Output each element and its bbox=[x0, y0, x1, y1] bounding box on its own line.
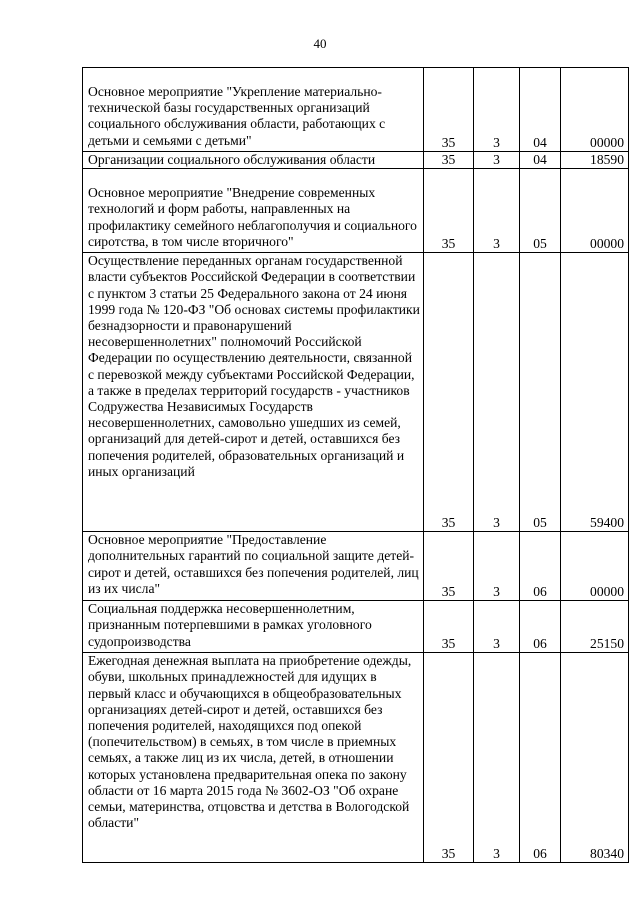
table-row bbox=[83, 532, 629, 601]
row-description: Социальная поддержка несовершеннолетним, признанным потерпевшими в рамках уголовного судопроизводства bbox=[83, 601, 424, 653]
row-description: Основное мероприятие "Предоставление дополнительных гарантий по социальной защите детей-сирот и детей, оставшихся без попечения родителей, лиц из их числа" bbox=[83, 532, 424, 601]
table-row bbox=[83, 653, 629, 863]
event-code: 06 bbox=[520, 532, 561, 601]
direction-code: 00000 bbox=[561, 532, 629, 601]
event-code: 05 bbox=[520, 253, 561, 532]
row-description: Ежегодная денежная выплата на приобретение одежды, обуви, школьных принадлежностей для идущих в первый класс и обучающихся в общеобразовательных организациях детей-сирот и детей, оставшихся без попечения родителей, находящихся под опекой (попечительством) в семьях, в том числе в приемных семьях, а также лиц из их числа, детей, в отношении которых установлена предварительная опека по закону области от 16 марта 2015 года № 3602-ОЗ "Об охране семьи, материнства, отцовства и детства в Вологодской области" bbox=[83, 653, 424, 863]
direction-code: 80340 bbox=[561, 653, 629, 863]
subprogram-code: 3 bbox=[474, 68, 520, 152]
table-row bbox=[83, 253, 629, 532]
table-row bbox=[83, 68, 629, 152]
subprogram-code: 3 bbox=[474, 532, 520, 601]
program-code: 35 bbox=[424, 169, 474, 253]
program-code: 35 bbox=[424, 601, 474, 653]
budget-classification-table bbox=[82, 67, 629, 863]
row-description: Основное мероприятие "Укрепление материально-технической базы государственных организаций социального обслуживания области, работающих с детьми и семьями с детьми" bbox=[83, 68, 424, 152]
row-description: Основное мероприятие "Внедрение современных технологий и форм работы, направленных на профилактику семейного неблагополучия и социального сиротства, в том числе вторичного" bbox=[83, 169, 424, 253]
program-code: 35 bbox=[424, 532, 474, 601]
table-row bbox=[83, 601, 629, 653]
program-code: 35 bbox=[424, 152, 474, 169]
event-code: 04 bbox=[520, 68, 561, 152]
direction-code: 25150 bbox=[561, 601, 629, 653]
subprogram-code: 3 bbox=[474, 152, 520, 169]
subprogram-code: 3 bbox=[474, 253, 520, 532]
table-row bbox=[83, 152, 629, 169]
row-description: Осуществление переданных органам государственной власти субъектов Российской Федерации в соответствии с пунктом 3 статьи 25 Федерального закона от 24 июня 1999 года № 120-ФЗ "Об основах системы профилактики безнадзорности и правонарушений несовершеннолетних" полномочий Российской Федерации по осуществлению деятельности, связанной с перевозкой между субъектами Российской Федерации, а также в пределах территорий государств - участников Содружества Независимых Государств несовершеннолетних, самовольно ушедших из семей, организаций для детей-сирот и детей, оставшихся без попечения родителей, образовательных организаций и иных организаций bbox=[83, 253, 424, 532]
subprogram-code: 3 bbox=[474, 169, 520, 253]
direction-code: 00000 bbox=[561, 169, 629, 253]
page-number: 40 bbox=[313, 36, 327, 51]
event-code: 04 bbox=[520, 152, 561, 169]
event-code: 06 bbox=[520, 653, 561, 863]
row-description: Организации социального обслуживания области bbox=[83, 152, 424, 169]
event-code: 05 bbox=[520, 169, 561, 253]
subprogram-code: 3 bbox=[474, 601, 520, 653]
program-code: 35 bbox=[424, 653, 474, 863]
event-code: 06 bbox=[520, 601, 561, 653]
program-code: 35 bbox=[424, 68, 474, 152]
table-row bbox=[83, 169, 629, 253]
direction-code: 18590 bbox=[561, 152, 629, 169]
program-code: 35 bbox=[424, 253, 474, 532]
direction-code: 00000 bbox=[561, 68, 629, 152]
subprogram-code: 3 bbox=[474, 653, 520, 863]
direction-code: 59400 bbox=[561, 253, 629, 532]
